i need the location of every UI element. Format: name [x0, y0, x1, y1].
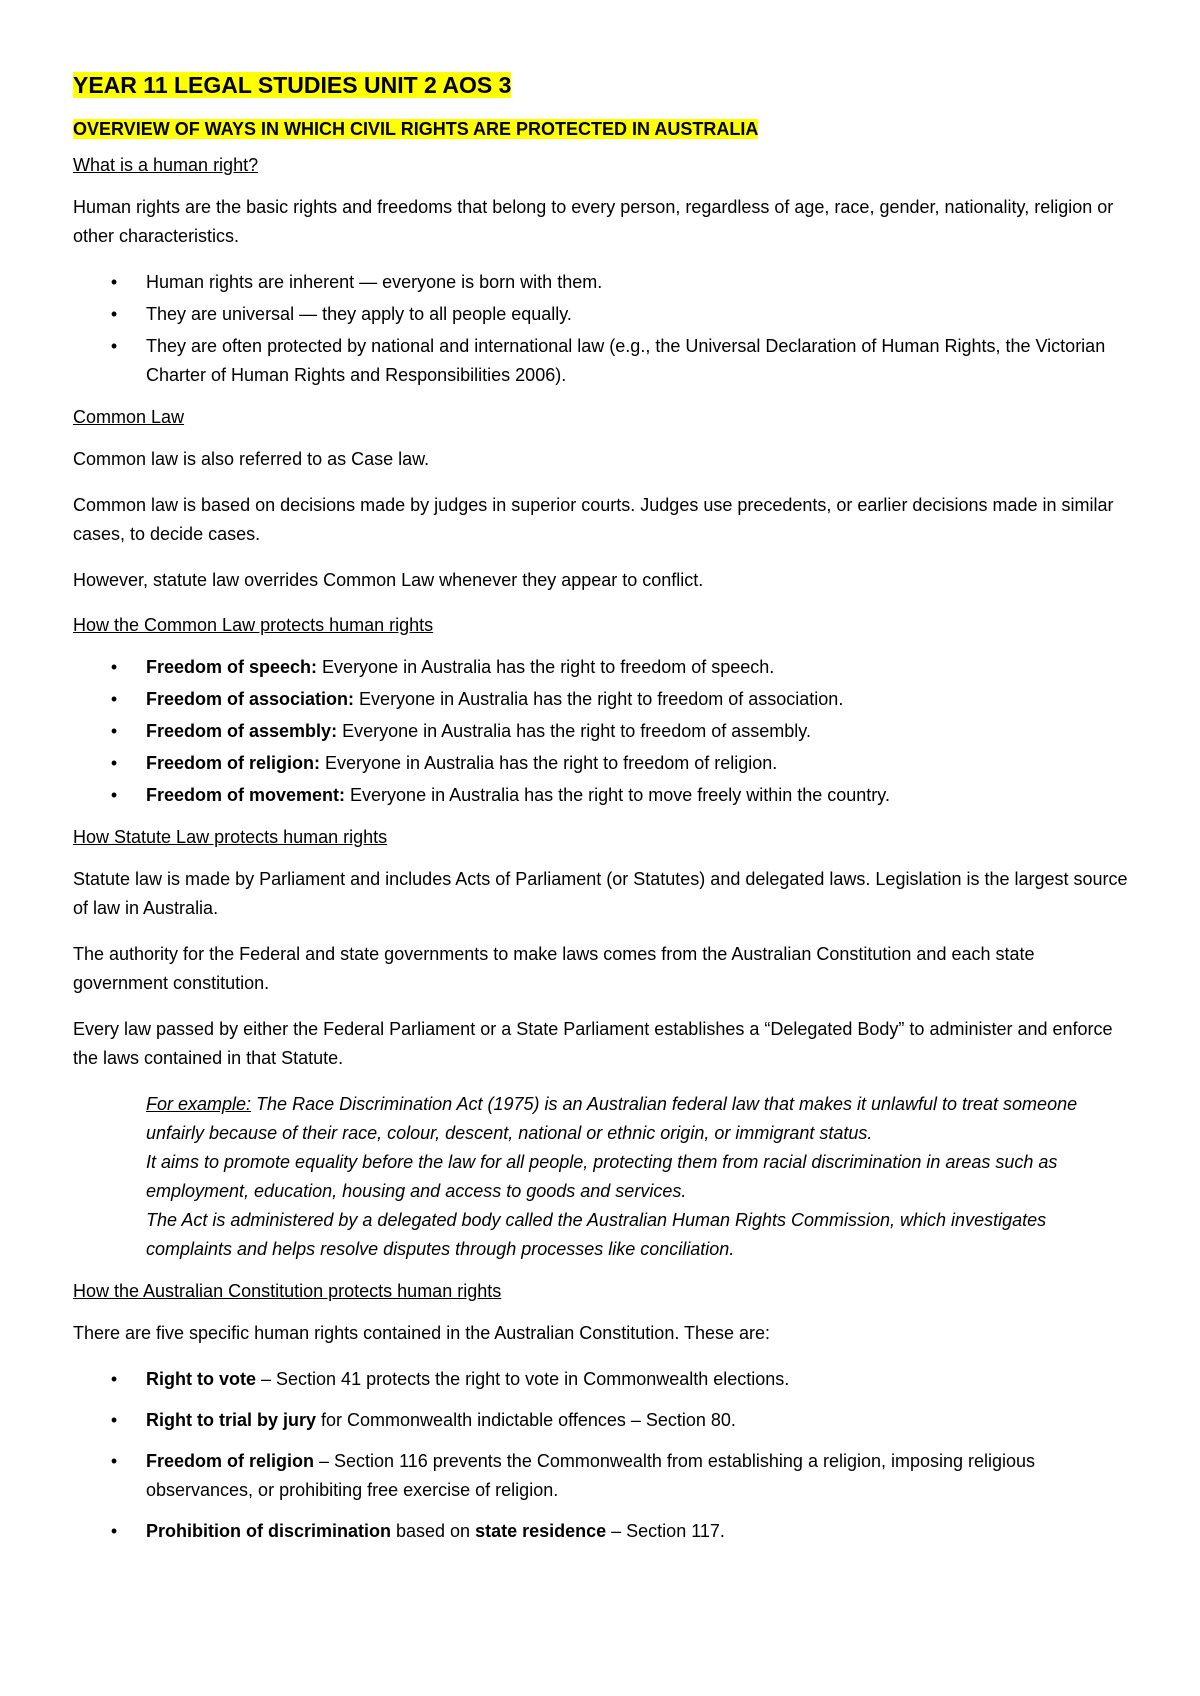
document-page — [73, 70, 1133, 1560]
example-text-2: It aims to promote equality before the law for all people, protecting them from racial discrimination in areas such as employment, education, housing and access to goods and services. — [146, 1152, 1058, 1201]
common-law-paragraph: Common law is based on decisions made by judges in superior courts. Judges use precedents, or earlier decisions made in similar cases, to decide cases. — [73, 495, 1114, 544]
statute-law-paragraph: Every law passed by either the Federal Parliament or a State Parliament establishes a “Delegated Body” to administer and enforce the laws contained in that Statute. — [73, 1019, 1113, 1068]
bullet-icon: • — [110, 753, 118, 773]
bullet-icon: • — [110, 1451, 118, 1471]
example-label: For example: — [146, 1094, 252, 1114]
list-item: • Right to vote – Section 41 protects the right to vote in Commonwealth elections. — [73, 1365, 1133, 1394]
heading-statute-law: How Statute Law protects human rights — [73, 827, 388, 847]
list-item: • Freedom of speech: Everyone in Australia has the right to freedom of speech. — [73, 653, 1133, 682]
constitution-paragraph: There are five specific human rights contained in the Australian Constitution. These are: — [73, 1323, 771, 1343]
bullet-icon: • — [110, 721, 118, 741]
list-item: • Right to trial by jury for Commonwealth indictable offences – Section 80. — [73, 1406, 1133, 1435]
example-text: The Race Discrimination Act (1975) is an Australian federal law that makes it unlawful to treat someone unfairly because of their race, colour, descent, national or ethnic origin, or immigrant status. — [146, 1094, 1078, 1143]
example-text-3: The Act is administered by a delegated body called the Australian Human Rights Commission, which investigates complaints and helps resolve disputes through processes like conciliation. — [146, 1210, 1047, 1259]
list-item: • They are often protected by national and international law (e.g., the Universal Declaration of Human Rights, the Victorian Charter of Human Rights and Responsibilities 2006). — [73, 332, 1133, 390]
statute-law-paragraph: The authority for the Federal and state governments to make laws comes from the Australian Constitution and each state government constitution. — [73, 944, 1035, 993]
bullet-icon: • — [110, 785, 118, 805]
example-block — [146, 1090, 1133, 1264]
bullet-icon: • — [110, 1521, 118, 1541]
bullet-icon: • — [110, 689, 118, 709]
bullet-icon: • — [110, 272, 118, 292]
list-item: • Freedom of association: Everyone in Australia has the right to freedom of association. — [73, 685, 1133, 714]
heading-common-law-protects: How the Common Law protects human rights — [73, 615, 434, 635]
human-right-bullets — [73, 268, 1133, 390]
list-item: • Freedom of religion: Everyone in Australia has the right to freedom of religion. — [73, 749, 1133, 778]
bullet-icon: • — [110, 657, 118, 677]
statute-law-paragraph: Statute law is made by Parliament and includes Acts of Parliament (or Statutes) and delegated laws. Legislation is the largest source of law in Australia. — [73, 869, 1128, 918]
bullet-icon: • — [110, 336, 118, 356]
document-subtitle — [73, 116, 1133, 142]
bullet-icon: • — [110, 1369, 118, 1389]
human-right-paragraph: Human rights are the basic rights and freedoms that belong to every person, regardless of age, race, gender, nationality, religion or other characteristics. — [73, 197, 1114, 246]
bullet-icon: • — [110, 1410, 118, 1430]
constitution-rights-list — [73, 1365, 1133, 1546]
common-law-paragraph: Common law is also referred to as Case law. — [73, 449, 430, 469]
heading-constitution: How the Australian Constitution protects human rights — [73, 1281, 502, 1301]
list-item: • Freedom of assembly: Everyone in Australia has the right to freedom of assembly. — [73, 717, 1133, 746]
heading-what-is-human-right: What is a human right? — [73, 155, 259, 175]
bullet-icon: • — [110, 304, 118, 324]
list-item: • They are universal — they apply to all people equally. — [73, 300, 1133, 329]
list-item: • Freedom of movement: Everyone in Australia has the right to move freely within the country. — [73, 781, 1133, 810]
document-title — [73, 70, 1133, 100]
subtitle-highlight: OVERVIEW OF WAYS IN WHICH CIVIL RIGHTS ARE PROTECTED IN AUSTRALIA — [73, 119, 759, 139]
common-law-rights-list — [73, 653, 1133, 810]
list-item: • Human rights are inherent — everyone is born with them. — [73, 268, 1133, 297]
common-law-paragraph: However, statute law overrides Common Law whenever they appear to conflict. — [73, 570, 704, 590]
list-item: • Prohibition of discrimination based on state residence – Section 117. — [73, 1517, 1133, 1546]
list-item: • Freedom of religion – Section 116 prevents the Commonwealth from establishing a religion, imposing religious observances, or prohibiting free exercise of religion. — [73, 1447, 1133, 1505]
title-highlight: YEAR 11 LEGAL STUDIES UNIT 2 AOS 3 — [73, 72, 512, 98]
heading-common-law: Common Law — [73, 407, 185, 427]
